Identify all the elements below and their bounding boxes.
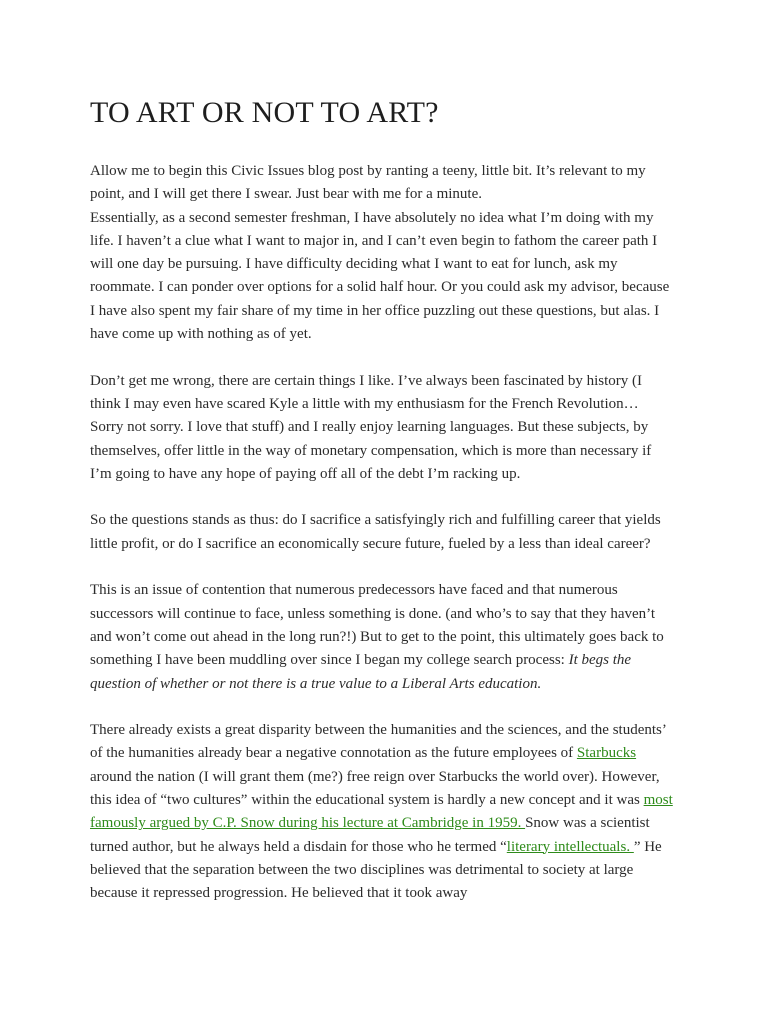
paragraph-intro: Allow me to begin this Civic Issues blog post by ranting a teeny, little bit. It’s relevant to my point, and I will get there I swear. Just bear with me for a minute.	[90, 163, 646, 203]
article-title: TO ART OR NOT TO ART?	[90, 96, 439, 129]
two-cultures-text-d: ” He believed that the separation between the two disciplines was detrimental to society at large because it repressed progression. He believed that it took away	[90, 838, 662, 902]
paragraph-two-cultures	[90, 719, 675, 905]
contention-text: This is an issue of contention that numerous predecessors have faced and that numerous successors will continue to face, unless something is done. (and who’s to say that they haven’t and won’t come out ahead in the long run?!) But to get to the point, this ultimately goes back to something I have been muddling over since I began my college search process:	[90, 582, 664, 669]
two-cultures-text-b: around the nation (I will grant them (me?) free reign over Starbucks the world over). However, this idea of “two cultures” within the educational system is hardly a new concept and it was	[90, 768, 660, 809]
liberal-arts-question: It begs the question of whether or not there is a true value to a Liberal Arts education.	[90, 652, 632, 692]
paragraph-contention	[90, 579, 675, 695]
paragraph-interests: Don’t get me wrong, there are certain things I like. I’ve always been fascinated by history (I think I may even have scared Kyle a little with my enthusiasm for the French Revolution… Sorry not sorry. I love that stuff) and I really enjoy learning languages. But these subjects, by themselves, offer little in the way of monetary compensation, which is more than necessary if I’m going to have any hope of paying off all of the debt I’m racking up.	[90, 372, 652, 482]
paragraph-question: So the questions stands as thus: do I sacrifice a satisfyingly rich and fulfilling career that yields little profit, or do I sacrifice an economically secure future, fueled by a less than ideal career?	[90, 512, 661, 552]
article-body	[90, 94, 675, 906]
starbucks-link[interactable]: Starbucks	[576, 745, 637, 762]
paragraph-freshman: Essentially, as a second semester freshman, I have absolutely no idea what I’m doing with my life. I haven’t a clue what I want to major in, and I can’t even begin to fathom the career path I will one day be pursuing. I have difficulty deciding what I want to eat for lunch, ask my roommate. I can ponder over options for a solid half hour. Or you could ask my advisor, because I have also spent my fair share of my time in her office puzzling out these questions, but alas. I have come up with nothing as of yet.	[90, 209, 670, 343]
two-cultures-text-a: There already exists a great disparity between the humanities and the sciences, and the students’ of the humanities already bear a negative connotation as the future employees of	[90, 722, 666, 762]
cp-snow-lecture-link[interactable]: most famously argued by C.P. Snow during his lecture at Cambridge in 1959.	[90, 792, 673, 832]
literary-intellectuals-link[interactable]: literary intellectuals.	[506, 838, 634, 855]
two-cultures-text-c: Snow was a scientist turned author, but he always held a disdain for those who he termed “	[90, 815, 650, 855]
